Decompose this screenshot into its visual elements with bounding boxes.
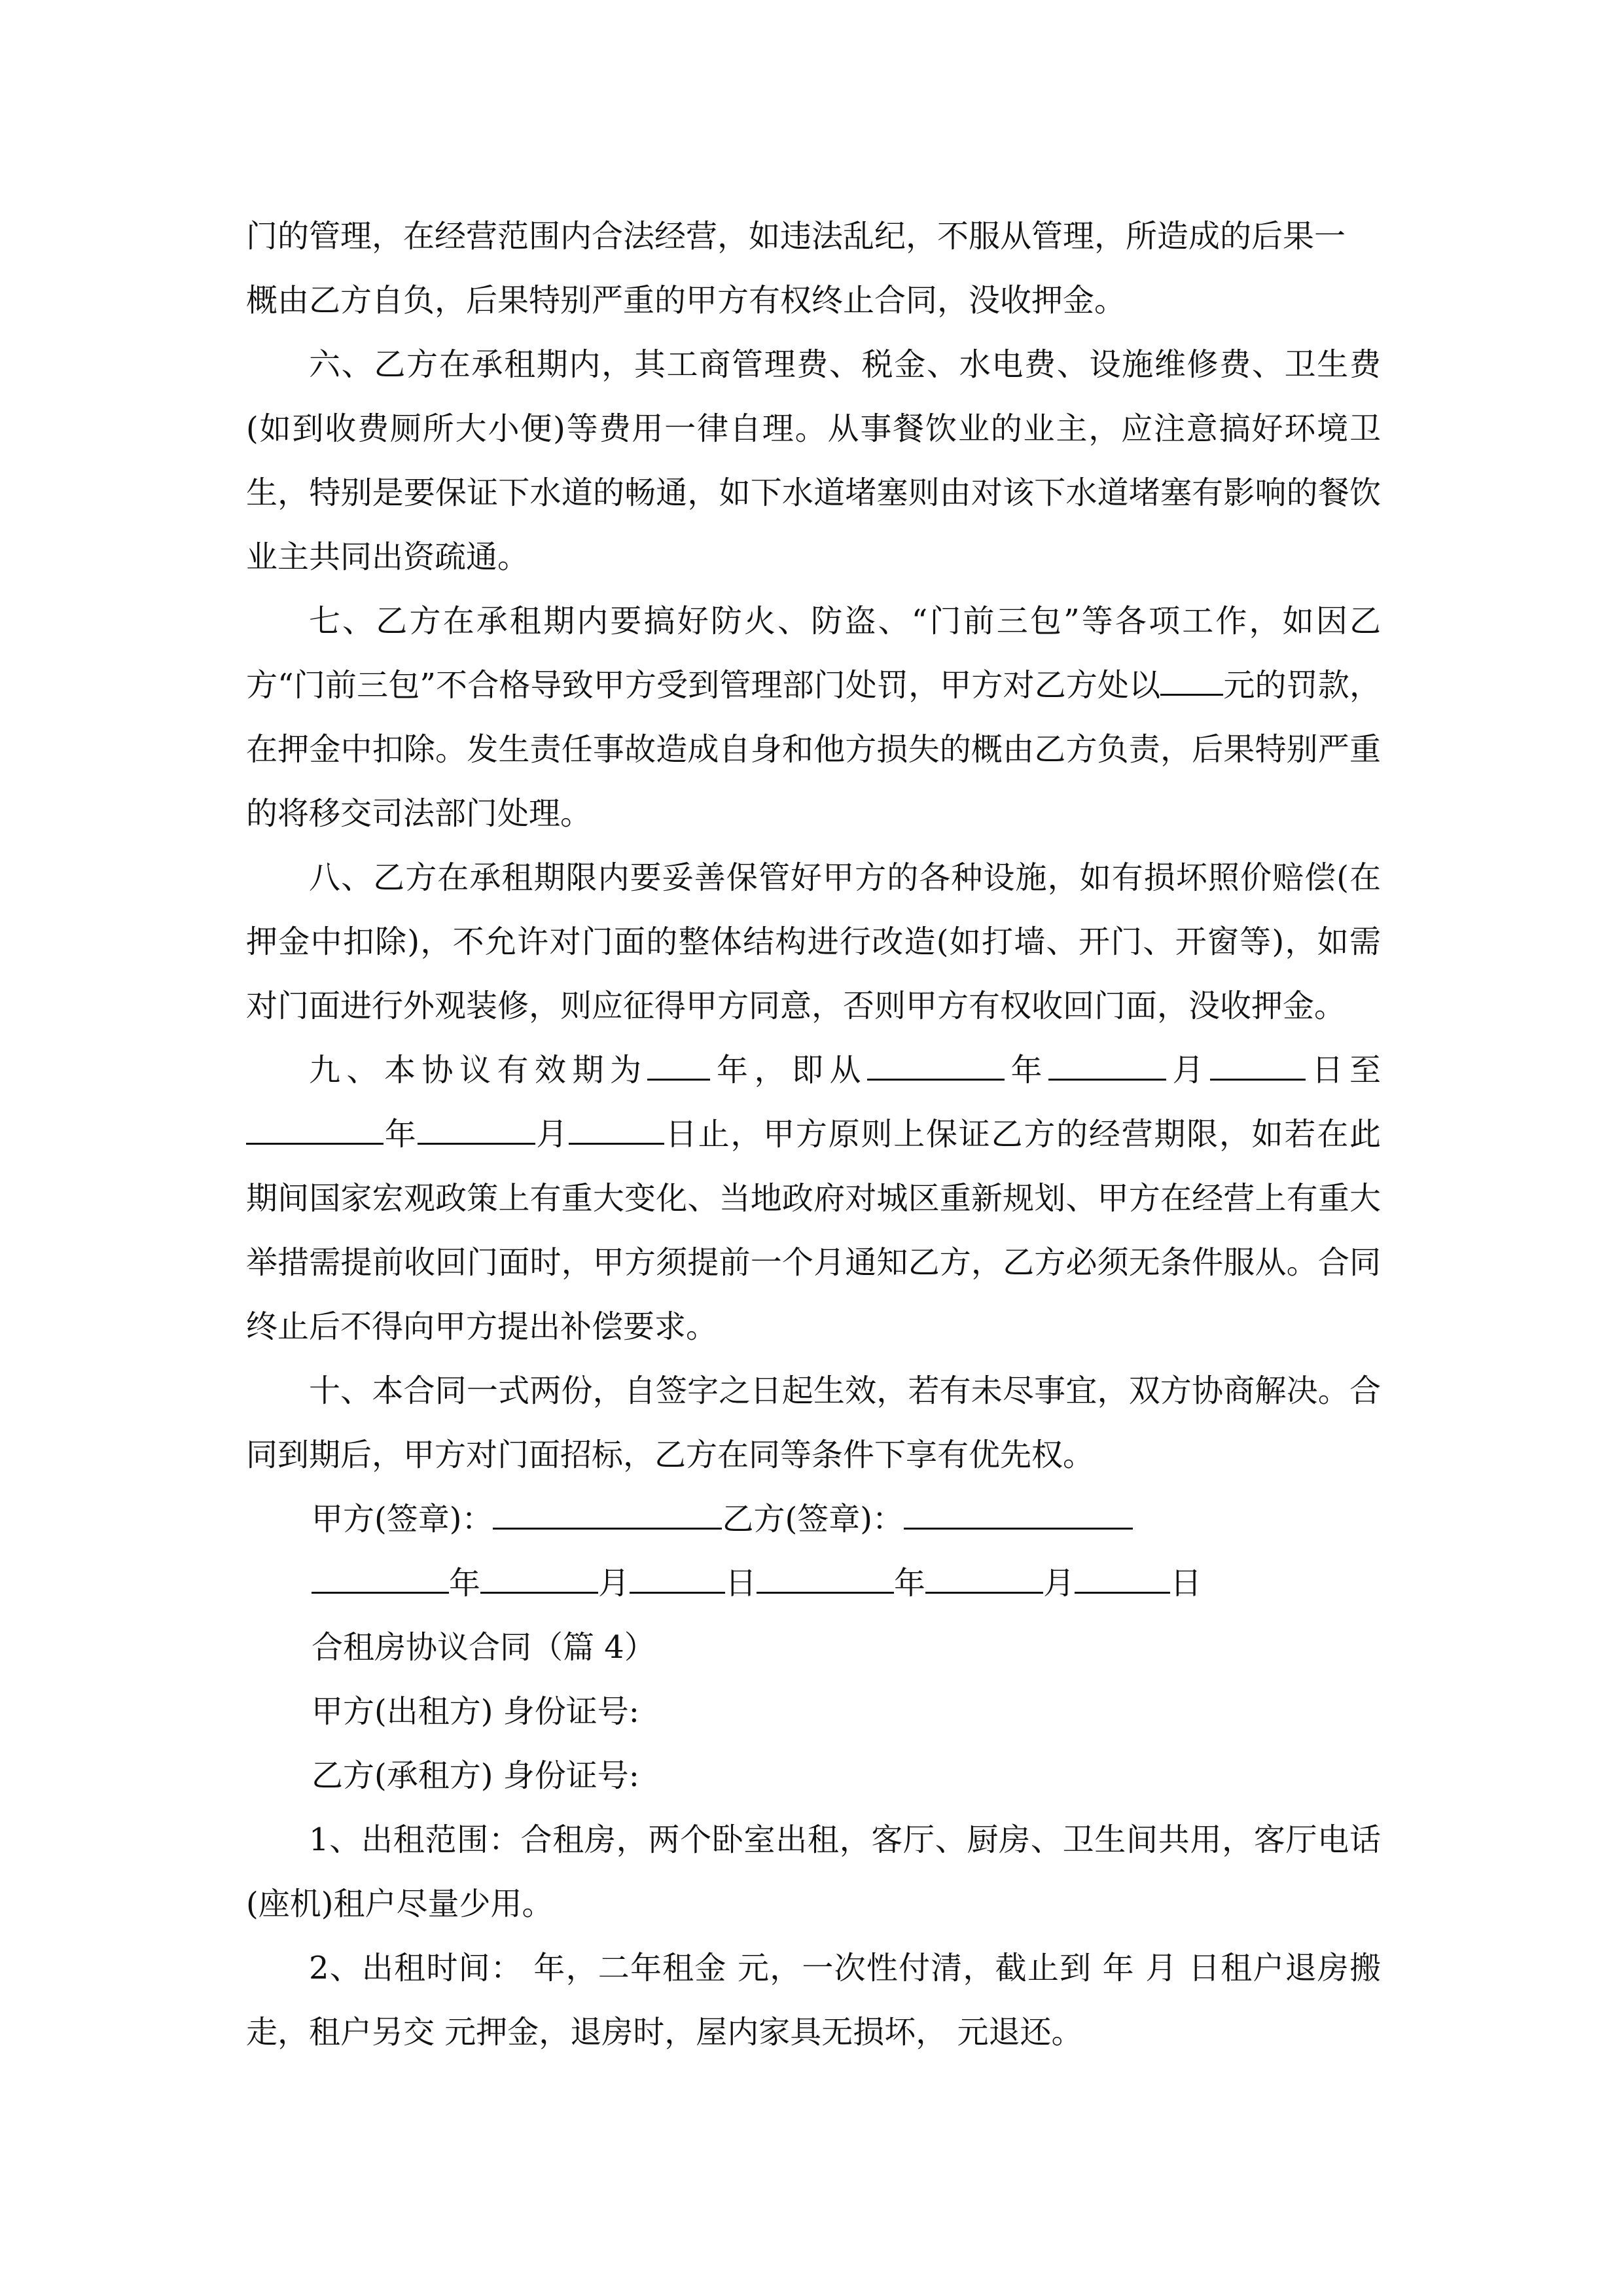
clause-6: 六、乙方在承租期内，其工商管理费、税金、水电费、设施维修费、卫生费(如到收费厕所大小便)等费用一律自理。从事餐饮业的业主，应注意搞好环境卫生，特别是要保证下水道的畅通，如下水道堵塞则由对该下水道堵塞有影响的餐饮业主共同出资疏通。	[246, 346, 1381, 575]
party-a-year-blank	[312, 1563, 449, 1594]
end-month-blank	[418, 1114, 535, 1145]
party-a-month-label: 月	[598, 1565, 630, 1602]
term-years-blank	[647, 1050, 710, 1081]
end-year-label: 年	[383, 1116, 418, 1153]
start-year-blank	[867, 1050, 1005, 1081]
clause-7-text-b: 元的罚款，在押金中扣除。发生责任事故造成自身和他方损失的概由乙方负责，后果特别严重的将移交司法部门处理。	[246, 667, 1381, 832]
clause-10: 十、本合同一式两份，自签字之日起生效，若有未尽事宜，双方协商解决。合同到期后，甲方对门面招标，乙方在同等条件下享有优先权。	[246, 1372, 1381, 1473]
party-a-day-blank	[630, 1563, 725, 1594]
party-a-month-blank	[480, 1563, 598, 1594]
party-a-year-label: 年	[449, 1565, 481, 1602]
party-b-month-blank	[925, 1563, 1043, 1594]
signature-line	[246, 1487, 1381, 1551]
party-b-month-label: 月	[1043, 1565, 1075, 1602]
paragraph-continuation-line-1: 门的管理，在经营范围内合法经营，如违法乱纪，不服从管理，所造成的后果一	[246, 218, 1346, 255]
party-a-signature-label: 甲方(签章)：	[312, 1501, 493, 1537]
start-month-blank	[1048, 1050, 1166, 1081]
clause-9-text-b: 日止，甲方原则上保证乙方的经营期限，如若在此期间国家宏观政策上有重大变化、当地政府对城区重新规划、甲方在经营上有重大举措需提前收回门面时，甲方须提前一个月通知乙方，乙方必须无条件服从。合同终止后不得向甲方提出补偿要求。	[246, 1116, 1381, 1345]
start-day-label: 日至	[1305, 1052, 1381, 1088]
clause-8: 八、乙方在承租期限内要妥善保管好甲方的各种设施，如有损坏照价赔偿(在押金中扣除)，不允许对门面的整体结构进行改造(如打墙、开门、开窗等)，如需对门面进行外观装修，则应征得甲方同意，否则甲方有权收回门面，没收押金。	[246, 859, 1381, 1024]
party-b-year-blank	[757, 1563, 894, 1594]
party-b-signature-label: 乙方(签章)：	[722, 1501, 904, 1537]
signature-date-line	[246, 1551, 1381, 1615]
start-year-label: 年	[1004, 1052, 1048, 1088]
end-month-label: 月	[535, 1116, 569, 1153]
lessee-id-line: 乙方(承租方) 身份证号:	[312, 1757, 639, 1794]
party-a-day-label: 日	[725, 1565, 757, 1602]
party-b-signature-blank	[904, 1499, 1133, 1530]
clause-9	[246, 1038, 1381, 1359]
lessor-id-line: 甲方(出租方) 身份证号:	[312, 1693, 639, 1730]
clause-9-text-a: 九、本协议有效期为	[309, 1052, 648, 1088]
end-year-blank	[246, 1114, 383, 1145]
fine-amount-blank	[1160, 665, 1223, 696]
party-b-day-label: 日	[1170, 1565, 1202, 1602]
party-b-year-label: 年	[894, 1565, 926, 1602]
end-day-blank	[569, 1114, 664, 1145]
paragraph-continuation-line-2: 概由乙方自负，后果特别严重的甲方有权终止合同，没收押金。	[246, 282, 1126, 319]
party-b-day-blank	[1075, 1563, 1170, 1594]
party-a-signature-blank	[493, 1499, 722, 1530]
clause-9-year-label: 年	[710, 1052, 755, 1088]
rental-scope-item: 1、出租范围：合租房，两个卧室出租，客厅、厨房、卫生间共用，客厅电话(座机)租户尽量少用。	[246, 1821, 1381, 1922]
clause-9-from-label: ，即从	[754, 1052, 867, 1088]
paragraph-continuation	[246, 204, 1381, 332]
section-4-title: 合租房协议合同（篇 4）	[312, 1629, 656, 1666]
start-month-label: 月	[1166, 1052, 1210, 1088]
rental-period-item: 2、出租时间： 年，二年租金 元，一次性付清，截止到 年 月 日租户退房搬走，租户另交 元押金，退房时，屋内家具无损坏， 元退还。	[246, 1950, 1381, 2051]
clause-7-text-a: 七、乙方在承租期内要搞好防火、防盗、“门前三包”等各项工作，如因乙方“门前三包”不合格导致甲方受到管理部门处罚，甲方对乙方处以	[246, 603, 1381, 704]
start-day-blank	[1210, 1050, 1306, 1081]
clause-7	[246, 589, 1381, 846]
